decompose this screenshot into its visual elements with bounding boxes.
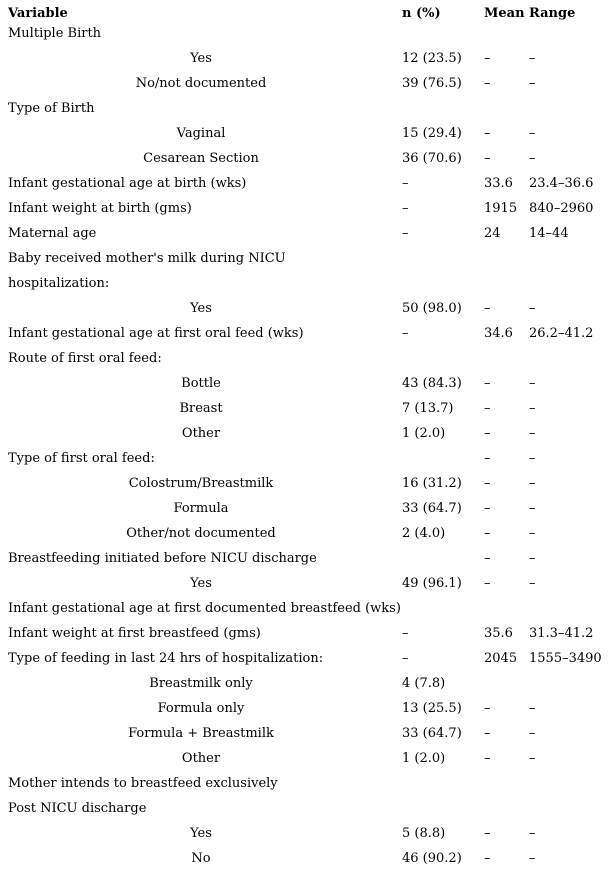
table-row bbox=[4, 296, 610, 321]
table-row bbox=[4, 696, 610, 721]
row-range bbox=[525, 796, 610, 821]
row-n-percent: 12 (23.5) bbox=[402, 51, 462, 66]
row-range bbox=[525, 596, 610, 621]
row-range bbox=[525, 771, 610, 796]
header-n-percent: n (%) bbox=[402, 6, 441, 21]
row-mean bbox=[480, 96, 525, 121]
row-range: 26.2–41.2 bbox=[529, 326, 594, 341]
row-mean: – bbox=[484, 501, 491, 516]
row-mean: – bbox=[484, 51, 491, 66]
row-n-percent: 39 (76.5) bbox=[402, 76, 462, 91]
row-label: Breastmilk only bbox=[149, 676, 253, 691]
row-mean: – bbox=[484, 401, 491, 416]
row-n-percent: 33 (64.7) bbox=[402, 501, 462, 516]
table-row bbox=[4, 221, 610, 246]
row-n-percent bbox=[398, 771, 480, 796]
row-range: – bbox=[529, 476, 536, 491]
row-label: Other/not documented bbox=[126, 526, 276, 541]
table-row bbox=[4, 346, 610, 371]
row-mean bbox=[480, 796, 525, 821]
row-mean: 24 bbox=[484, 226, 501, 241]
table-row bbox=[4, 571, 610, 596]
row-mean: 34.6 bbox=[484, 326, 513, 341]
row-mean bbox=[480, 346, 525, 371]
row-range: – bbox=[529, 551, 536, 566]
row-mean: 2045 bbox=[484, 651, 518, 666]
row-n-percent: – bbox=[402, 176, 409, 191]
row-mean: – bbox=[484, 76, 491, 91]
row-n-percent: 2 (4.0) bbox=[402, 526, 446, 541]
row-label: Route of first oral feed: bbox=[8, 351, 162, 366]
header-variable: Variable bbox=[8, 6, 68, 21]
table-row bbox=[4, 721, 610, 746]
row-n-percent: 5 (8.8) bbox=[402, 826, 446, 841]
row-label: Other bbox=[181, 426, 221, 441]
row-range bbox=[525, 246, 610, 271]
table-row bbox=[4, 121, 610, 146]
table-row bbox=[4, 321, 610, 346]
row-n-percent bbox=[398, 446, 480, 471]
row-mean: – bbox=[484, 376, 491, 391]
table-row bbox=[4, 521, 610, 546]
row-label: Formula bbox=[173, 501, 229, 516]
row-mean: – bbox=[484, 851, 491, 866]
row-n-percent: 46 (90.2) bbox=[402, 851, 462, 866]
data-table bbox=[4, 0, 610, 871]
row-range: 840–2960 bbox=[529, 201, 594, 216]
row-n-percent bbox=[398, 246, 480, 271]
row-n-percent: 1 (2.0) bbox=[402, 426, 446, 441]
table-row bbox=[4, 196, 610, 221]
row-label: Formula only bbox=[157, 701, 245, 716]
row-n-percent: 33 (64.7) bbox=[402, 726, 462, 741]
row-mean bbox=[480, 271, 525, 296]
table-row bbox=[4, 671, 610, 696]
table-row bbox=[4, 171, 610, 196]
table-header-row bbox=[4, 0, 610, 21]
table-row bbox=[4, 771, 610, 796]
row-range bbox=[525, 96, 610, 121]
row-label: Type of feeding in last 24 hrs of hospitalization: bbox=[8, 651, 324, 666]
row-range: – bbox=[529, 701, 536, 716]
row-label: No/not documented bbox=[135, 76, 267, 91]
table-row bbox=[4, 421, 610, 446]
row-n-percent bbox=[398, 796, 480, 821]
row-mean bbox=[480, 596, 525, 621]
row-range: – bbox=[529, 451, 536, 466]
table-row bbox=[4, 96, 610, 121]
row-range: – bbox=[529, 526, 536, 541]
row-range bbox=[525, 21, 610, 46]
row-range: – bbox=[529, 401, 536, 416]
row-mean: – bbox=[484, 576, 491, 591]
row-n-percent: – bbox=[402, 201, 409, 216]
row-n-percent: 13 (25.5) bbox=[402, 701, 462, 716]
table-row bbox=[4, 546, 610, 571]
row-n-percent: – bbox=[402, 626, 409, 641]
row-mean: 33.6 bbox=[484, 176, 513, 191]
row-label: Yes bbox=[190, 301, 212, 316]
row-mean: – bbox=[484, 551, 491, 566]
row-label: Type of first oral feed: bbox=[8, 451, 155, 466]
row-range: – bbox=[529, 126, 536, 141]
header-mean: Mean bbox=[484, 6, 525, 21]
row-n-percent bbox=[398, 271, 480, 296]
row-n-percent: – bbox=[402, 651, 409, 666]
row-mean: – bbox=[484, 126, 491, 141]
table-row bbox=[4, 446, 610, 471]
row-n-percent: 16 (31.2) bbox=[402, 476, 462, 491]
row-range bbox=[525, 346, 610, 371]
row-mean: – bbox=[484, 151, 491, 166]
row-mean: – bbox=[484, 451, 491, 466]
table-row bbox=[4, 246, 610, 271]
row-range bbox=[525, 671, 610, 696]
table-row bbox=[4, 146, 610, 171]
row-label: Other bbox=[181, 751, 221, 766]
row-mean: – bbox=[484, 426, 491, 441]
row-label: Type of Birth bbox=[8, 101, 95, 116]
row-range bbox=[525, 271, 610, 296]
row-mean: – bbox=[484, 301, 491, 316]
row-range: – bbox=[529, 751, 536, 766]
row-label: Yes bbox=[190, 576, 212, 591]
row-range: – bbox=[529, 576, 536, 591]
row-n-percent: 43 (84.3) bbox=[402, 376, 462, 391]
table-row bbox=[4, 821, 610, 846]
row-label: Maternal age bbox=[8, 226, 97, 241]
row-n-percent: 15 (29.4) bbox=[402, 126, 462, 141]
row-range: – bbox=[529, 301, 536, 316]
row-range: – bbox=[529, 76, 536, 91]
table-row bbox=[4, 71, 610, 96]
table-row bbox=[4, 46, 610, 71]
row-n-percent: – bbox=[402, 226, 409, 241]
row-n-percent: 50 (98.0) bbox=[402, 301, 462, 316]
row-mean: – bbox=[484, 701, 491, 716]
table-row bbox=[4, 596, 610, 621]
row-label: hospitalization: bbox=[8, 276, 110, 291]
row-n-percent bbox=[398, 21, 480, 46]
table-row bbox=[4, 496, 610, 521]
row-mean: – bbox=[484, 476, 491, 491]
row-range: – bbox=[529, 501, 536, 516]
row-label: Vaginal bbox=[176, 126, 226, 141]
row-label: Bottle bbox=[181, 376, 221, 391]
row-label: Formula + Breastmilk bbox=[128, 726, 274, 741]
row-mean: – bbox=[484, 726, 491, 741]
row-range: – bbox=[529, 851, 536, 866]
table-row bbox=[4, 746, 610, 771]
row-mean bbox=[480, 21, 525, 46]
row-n-percent: 4 (7.8) bbox=[402, 676, 446, 691]
row-label: Infant weight at first breastfeed (gms) bbox=[8, 626, 261, 641]
row-label: Cesarean Section bbox=[143, 151, 259, 166]
row-label: Colostrum/Breastmilk bbox=[128, 476, 274, 491]
row-label: Mother intends to breastfeed exclusively bbox=[8, 776, 278, 791]
row-label: Breastfeeding initiated before NICU discharge bbox=[8, 551, 317, 566]
row-n-percent: – bbox=[402, 326, 409, 341]
row-label: Infant gestational age at birth (wks) bbox=[8, 176, 247, 191]
row-mean: – bbox=[484, 526, 491, 541]
row-n-percent: 1 (2.0) bbox=[402, 751, 446, 766]
row-label: Multiple Birth bbox=[8, 26, 102, 41]
row-range: – bbox=[529, 51, 536, 66]
table-row bbox=[4, 621, 610, 646]
row-n-percent bbox=[398, 596, 480, 621]
row-mean bbox=[480, 771, 525, 796]
row-range: 23.4–36.6 bbox=[529, 176, 594, 191]
row-range: – bbox=[529, 726, 536, 741]
row-n-percent: 36 (70.6) bbox=[402, 151, 462, 166]
row-mean: – bbox=[484, 826, 491, 841]
row-n-percent bbox=[398, 96, 480, 121]
table-row bbox=[4, 396, 610, 421]
row-range: 1555–3490 bbox=[529, 651, 602, 666]
row-mean: 1915 bbox=[484, 201, 518, 216]
header-range: Range bbox=[529, 6, 576, 21]
row-n-percent: 49 (96.1) bbox=[402, 576, 462, 591]
row-n-percent bbox=[398, 546, 480, 571]
table-row bbox=[4, 371, 610, 396]
row-mean: 35.6 bbox=[484, 626, 513, 641]
row-n-percent: 7 (13.7) bbox=[402, 401, 454, 416]
table-row bbox=[4, 646, 610, 671]
table-row bbox=[4, 846, 610, 871]
row-label: Infant gestational age at first oral feed (wks) bbox=[8, 326, 304, 341]
table-row bbox=[4, 471, 610, 496]
row-label: No bbox=[191, 851, 211, 866]
table-row bbox=[4, 271, 610, 296]
row-range: 14–44 bbox=[529, 226, 569, 241]
row-mean bbox=[480, 671, 525, 696]
row-range: – bbox=[529, 151, 536, 166]
row-label: Baby received mother's milk during NICU bbox=[8, 251, 286, 266]
table-row bbox=[4, 796, 610, 821]
row-range: – bbox=[529, 826, 536, 841]
row-range: – bbox=[529, 426, 536, 441]
row-label: Yes bbox=[190, 51, 212, 66]
table-body bbox=[4, 21, 610, 871]
row-label: Infant weight at birth (gms) bbox=[8, 201, 192, 216]
row-n-percent bbox=[398, 346, 480, 371]
row-range: – bbox=[529, 376, 536, 391]
row-label: Yes bbox=[190, 826, 212, 841]
row-range: 31.3–41.2 bbox=[529, 626, 594, 641]
table-row bbox=[4, 21, 610, 46]
row-label: Post NICU discharge bbox=[8, 801, 147, 816]
row-mean: – bbox=[484, 751, 491, 766]
row-label: Infant gestational age at first documented breastfeed (wks) bbox=[8, 601, 401, 616]
row-mean bbox=[480, 246, 525, 271]
row-label: Breast bbox=[179, 401, 223, 416]
